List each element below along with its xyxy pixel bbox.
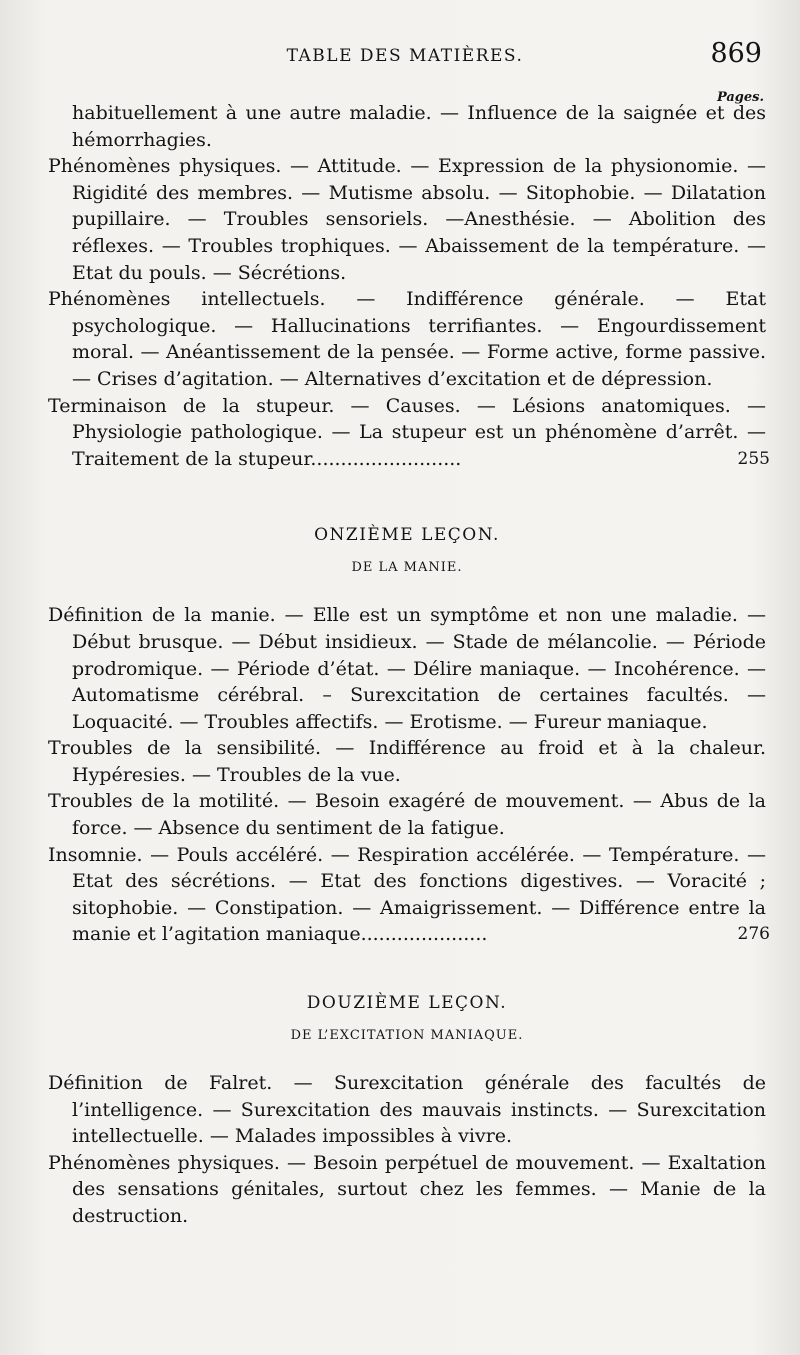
entries-section-b [48, 602, 770, 948]
lecon-title: DOUZIÈME LEÇON. [306, 993, 508, 1014]
toc-entry: Phénomènes intellectuels. — Indifférence générale. — Etat psychologique. — Hallucinations terrifiantes. — Engourdissement moral. — Anéantissement de la pensée. — Forme active, forme passive. — Crises d’agitation. — Alternatives d’excitation et de dépression. [48, 288, 766, 390]
toc-entry: Phénomènes physiques. — Attitude. — Expression de la physionomie. — Rigidité des membres. — Mutisme absolu. — Sitophobie. — Dilatation pupillaire. — Troubles sensoriels. —Anesthésie. — Abolition des réflexes. — Troubles trophiques. — Abaissement de la température. — Etat du pouls. — Sécrétions. [48, 155, 766, 284]
page-header [48, 36, 762, 76]
toc-entry: Troubles de la motilité. — Besoin exagéré de mouvement. — Abus de la force. — Absence du sentiment de la fatigue. [48, 790, 766, 840]
toc-entry: habituellement à une autre maladie. — Influence de la saignée et des hémorrhagies. [72, 102, 766, 151]
page-number: 869 [710, 38, 762, 69]
pages-column-label: Pages. [716, 90, 764, 105]
toc-entry: Troubles de la sensibilité. — Indifférence au froid et à la chaleur. Hypéresies. — Troubles de la vue. [48, 737, 766, 786]
table-of-contents [48, 100, 770, 1230]
lecon-subtitle: DE L’EXCITATION MANIAQUE. [290, 1028, 524, 1044]
page-ref: 276 [737, 924, 770, 945]
toc-entry: Terminaison de la stupeur. — Causes. — Lésions anatomiques. — Physiologie pathologique. — La stupeur est un phénomène d’arrêt. — Traitement de la stupeur......................... 255 [48, 393, 766, 473]
toc-entry: Phénomènes physiques. — Besoin perpétuel de mouvement. — Exaltation des sensations génitales, surtout chez les femmes. — Manie de la destruction. [48, 1151, 766, 1227]
lecon-subtitle: DE LA MANIE. [351, 560, 463, 576]
entries-section-c [48, 1070, 766, 1230]
lecon-title: ONZIÈME LEÇON. [314, 525, 500, 546]
page-ref: 255 [737, 448, 770, 469]
toc-entry: Définition de la manie. — Elle est un symptôme et non une maladie. — Début brusque. — Début insidieux. — Stade de mélancolie. — Période prodromique. — Période d’état. — Délire maniaque. — Incohérence. —Automatisme cérébral. – Surexcitation de certaines facultés. — Loquacité. — Troubles affectifs. — Erotisme. — Fureur maniaque. [48, 604, 766, 733]
toc-entry: Définition de Falret. — Surexcitation générale des facultés de l’intelligence. — Surexcitation des mauvais instincts. — Surexcitation intellectuelle. — Malades impossibles à vivre. [48, 1072, 766, 1148]
toc-entry: Insomnie. — Pouls accéléré. — Respiration accélérée. — Température. — Etat des sécrétions. — Etat des fonctions digestives. — Voracité ; sitophobie. — Constipation. — Amaigrissement. — Différence entre la manie et l’agitation maniaque..................... 276 [48, 842, 766, 948]
running-title: TABLE DES MATIÈRES. [286, 46, 524, 66]
entries-section-a [48, 100, 770, 472]
